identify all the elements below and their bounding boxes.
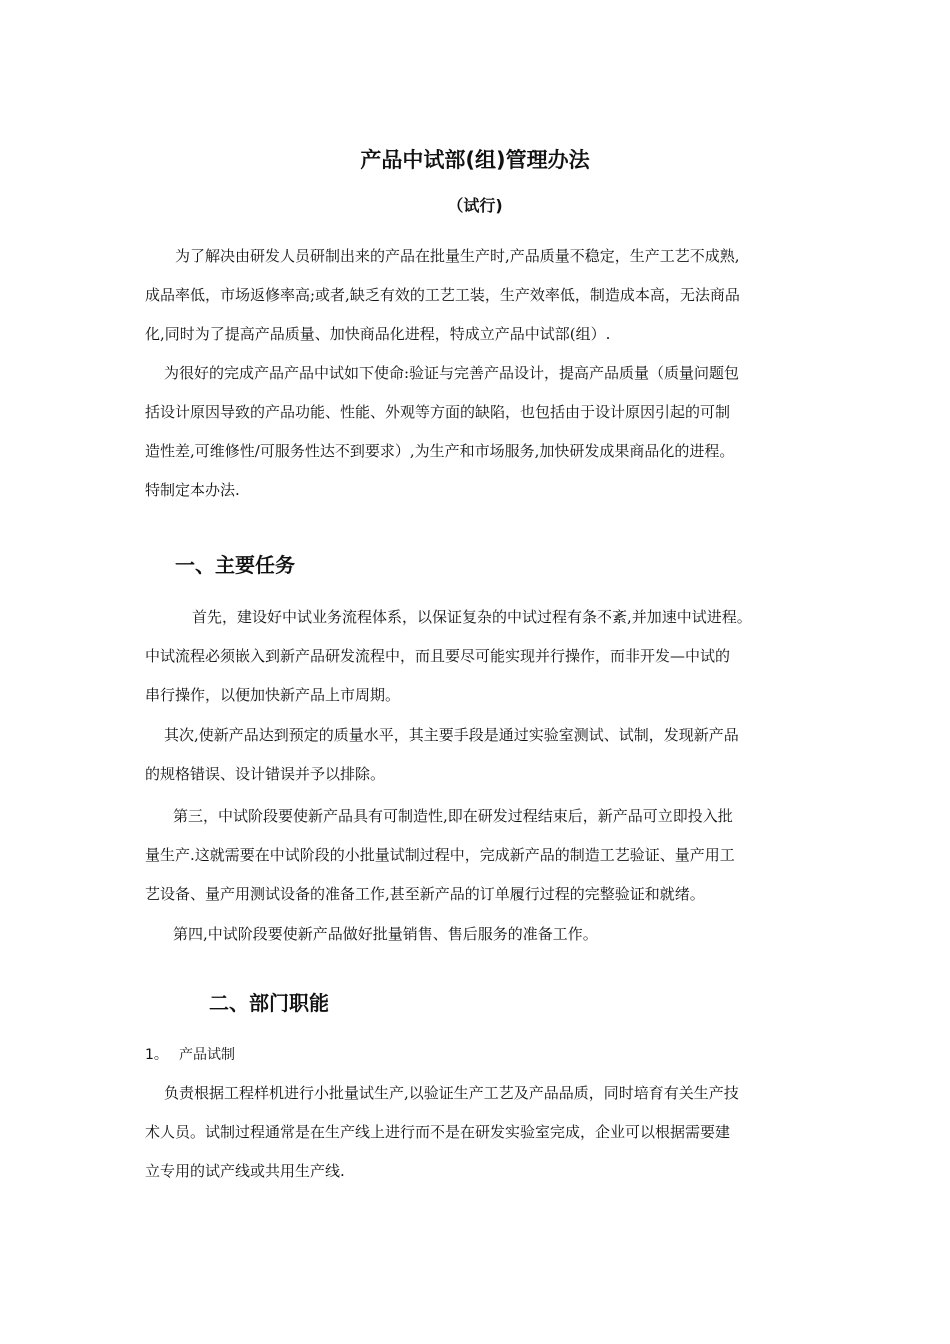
- section1-fourth-line-1: 第四,中试阶段要使新产品做好批量销售、售后服务的准备工作。: [173, 925, 598, 943]
- intro-paragraph: [145, 237, 810, 354]
- mission-line-2: 括设计原因导致的产品功能、性能、外观等方面的缺陷，也包括由于设计原因引起的可制: [145, 403, 731, 421]
- intro-line-2: 成品率低，市场返修率高;或者,缺乏有效的工艺工装，生产效率低，制造成本高，无法商品: [145, 286, 740, 304]
- mission-line-3: 造性差,可维修性/可服务性达不到要求）,为生产和市场服务,加快研发成果商品化的进程。: [145, 442, 735, 460]
- section1-third-line-2: 量生产.这就需要在中试阶段的小批量试制过程中，完成新产品的制造工艺验证、量产用工: [145, 846, 735, 864]
- section1-third-line-1: 第三，中试阶段要使新产品具有可制造性,即在研发过程结束后，新产品可立即投入批: [173, 807, 733, 825]
- intro-line-1: 为了解决由研发人员研制出来的产品在批量生产时,产品质量不稳定，生产工艺不成熟,: [175, 247, 740, 265]
- section1-first-line-1: 首先，建设好中试业务流程体系，以保证复杂的中试过程有条不紊,并加速中试进程。: [192, 608, 752, 626]
- section1-second-paragraph: [145, 716, 810, 794]
- document-title: 产品中试部(组)管理办法: [360, 148, 590, 172]
- section1-third-line-3: 艺设备、量产用测试设备的准备工作,甚至新产品的订单履行过程的完整验证和就绪。: [145, 885, 705, 903]
- section2-item1-label: 产品试制: [179, 1047, 235, 1063]
- section2-item1-number: 1。: [145, 1047, 168, 1063]
- section2-heading: 二、部门职能: [209, 991, 329, 1015]
- section1-second-line-2: 的规格错误、设计错误并予以排除。: [145, 765, 386, 783]
- document-subtitle: （试行): [447, 196, 503, 215]
- section2-item1-line-2: 术人员。试制过程通常是在生产线上进行而不是在研发实验室完成，企业可以根据需要建: [145, 1123, 731, 1141]
- section1-first-paragraph: [145, 598, 810, 715]
- section2-item1-paragraph: [145, 1074, 810, 1191]
- section2-item1-line-3: 立专用的试产线或共用生产线.: [145, 1162, 345, 1180]
- section1-fourth-paragraph: [145, 915, 810, 954]
- section1-heading: 一、主要任务: [175, 553, 295, 577]
- section2-item1-line-1: 负责根据工程样机进行小批量试生产,以验证生产工艺及产品品质，同时培育有关生产技: [164, 1084, 739, 1102]
- section2-item1-heading: [145, 1043, 235, 1067]
- section1-third-paragraph: [145, 797, 810, 914]
- mission-line-4: 特制定本办法.: [145, 481, 240, 499]
- mission-line-1: 为很好的完成产品产品中试如下使命:验证与完善产品设计，提高产品质量（质量问题包: [164, 364, 740, 382]
- mission-paragraph: [145, 354, 810, 510]
- intro-line-3: 化,同时为了提高产品质量、加快商品化进程，特成立产品中试部(组）.: [145, 325, 611, 343]
- section1-second-line-1: 其次,使新产品达到预定的质量水平，其主要手段是通过实验室测试、试制，发现新产品: [164, 726, 739, 744]
- section1-first-line-2: 中试流程必须嵌入到新产品研发流程中，而且要尽可能实现并行操作，而非开发—中试的: [145, 647, 731, 665]
- section1-first-line-3: 串行操作，以便加快新产品上市周期。: [145, 686, 401, 704]
